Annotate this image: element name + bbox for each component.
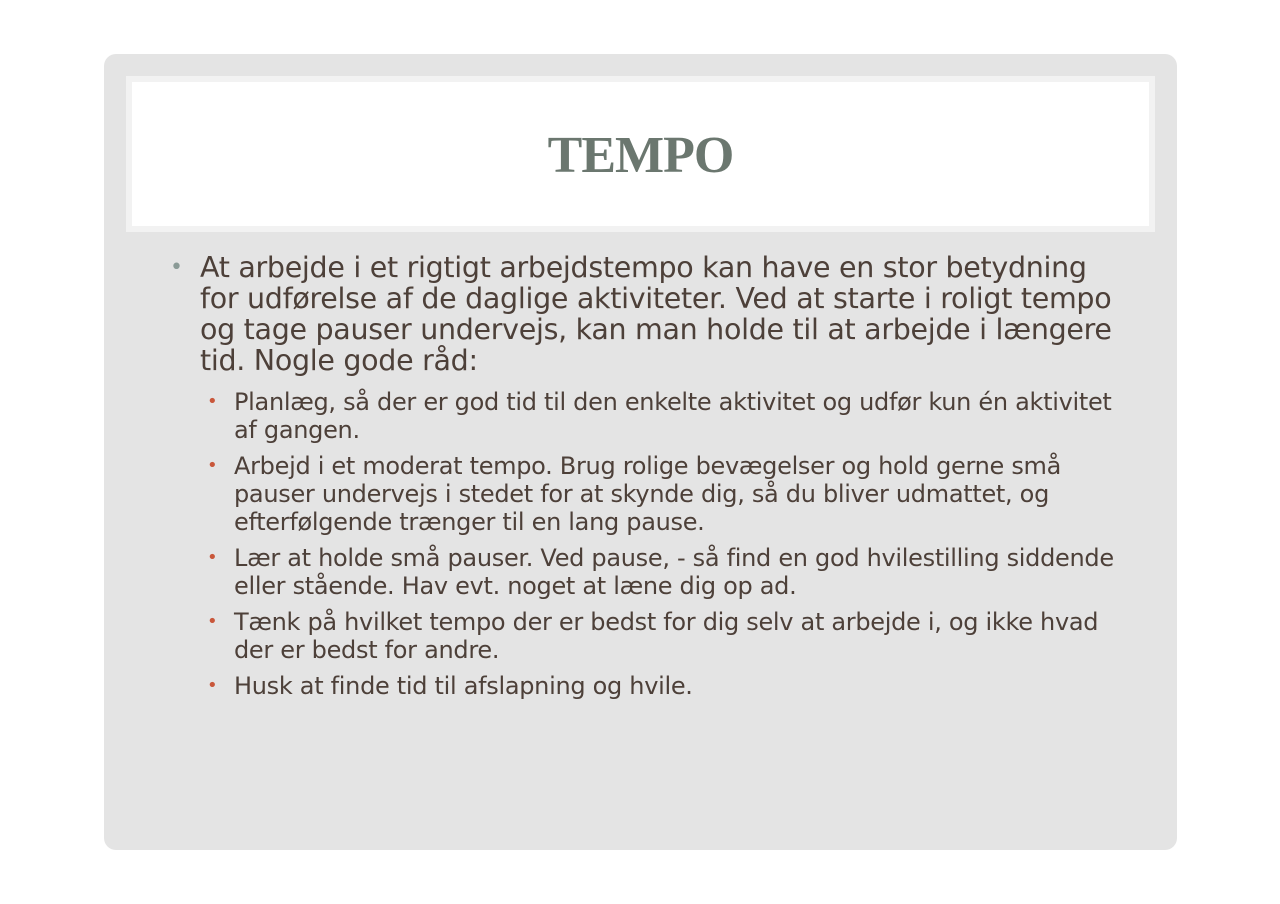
sub-bullet-list bbox=[170, 388, 1130, 700]
sub-bullet-item bbox=[204, 544, 1130, 600]
sub-bullet-text: Planlæg, så der er god tid til den enkelte aktivitet og udfør kun én aktivitet af gangen. bbox=[234, 388, 1112, 444]
sub-bullet-text: Lær at holde små pauser. Ved pause, - så find en god hvilestilling siddende eller stående. Hav evt. noget at læne dig op ad. bbox=[234, 544, 1114, 600]
sub-bullet-item bbox=[204, 608, 1130, 664]
sub-bullet-item bbox=[204, 452, 1130, 536]
sub-bullet-icon: • bbox=[207, 391, 218, 412]
main-bullet-icon: • bbox=[170, 255, 183, 280]
sub-bullet-icon: • bbox=[207, 455, 218, 476]
slide bbox=[104, 54, 1177, 850]
sub-bullet-text: Arbejd i et moderat tempo. Brug rolige bevægelser og hold gerne små pauser undervejs i stedet for at skynde dig, så du bliver udmattet, og efterfølgende trænger til en lang pause. bbox=[234, 452, 1062, 536]
sub-bullet-icon: • bbox=[207, 547, 218, 568]
main-bullet-item bbox=[170, 252, 1130, 376]
main-bullet-text: At arbejde i et rigtigt arbejdstempo kan have en stor betydning for udførelse af de daglige aktiviteter. Ved at starte i roligt tempo og tage pauser undervejs, kan man holde til at arbejde i længere tid. Nogle gode råd: bbox=[200, 251, 1112, 377]
sub-bullet-icon: • bbox=[207, 675, 218, 696]
sub-bullet-item bbox=[204, 388, 1130, 444]
slide-title: TEMPO bbox=[547, 126, 734, 184]
slide-content bbox=[170, 252, 1130, 708]
sub-bullet-text: Tænk på hvilket tempo der er bedst for dig selv at arbejde i, og ikke hvad der er bedst for andre. bbox=[234, 608, 1099, 664]
sub-bullet-text: Husk at finde tid til afslapning og hvile. bbox=[234, 672, 693, 700]
title-box bbox=[126, 76, 1155, 232]
sub-bullet-item bbox=[204, 672, 1130, 700]
sub-bullet-icon: • bbox=[207, 611, 218, 632]
